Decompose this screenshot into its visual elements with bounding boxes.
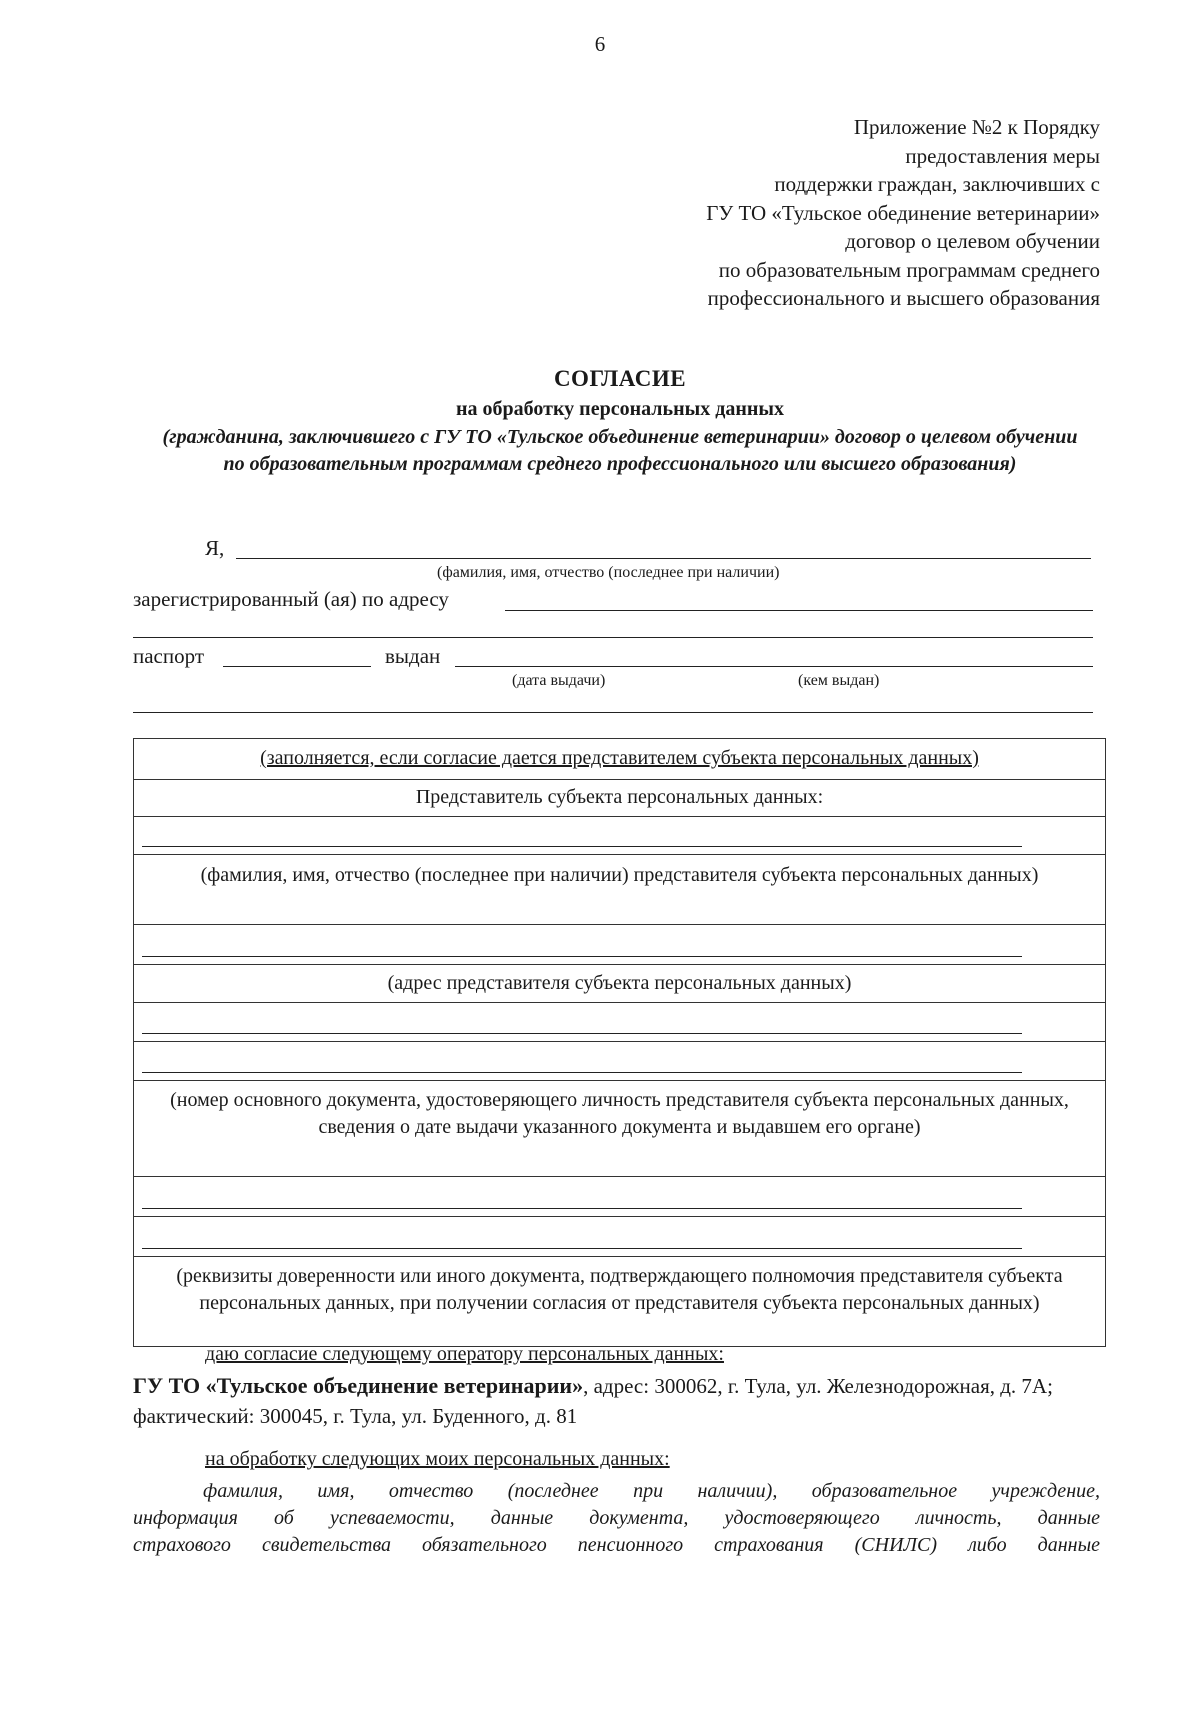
rep-fio-hint-row	[134, 855, 1105, 925]
document-subtitle: на обработку персональных данных	[456, 398, 784, 420]
ya-label: Я,	[205, 536, 225, 560]
appendix-line: предоставления меры	[905, 143, 1100, 168]
operator-address: , адрес: 300062, г. Тула, ул. Железнодорожная, д. 7А; фактический: 300045, г. Тула, ул. Буденного, д. 81	[133, 1374, 1053, 1428]
fio-field[interactable]	[236, 558, 1091, 559]
document-subject-note: (гражданина, заключившего с ГУ ТО «Тульское объединение ветеринарии» договор о целевом обучении по образовательным программам среднего профессионального или высшего образования)	[162, 426, 1078, 475]
rep-doc-hint: (номер основного документа, удостоверяющего личность представителя субъекта персональных данных, сведения о дате выдачи указанного документа и выдавшем его органе)	[170, 1089, 1069, 1138]
rep-doc-blank[interactable]	[134, 1177, 1105, 1217]
fio-hint: (фамилия, имя, отчество (последнее при наличии)	[437, 564, 780, 581]
rep-doc-blank-2[interactable]	[134, 1217, 1105, 1257]
give-consent-label: даю согласие следующему оператору персональных данных:	[205, 1343, 724, 1365]
data-line: фамилия, имя, отчество (последнее при наличии), образовательное учреждение,	[203, 1480, 1100, 1502]
rep-power-hint: (реквизиты доверенности или иного документа, подтверждающего полномочия представителя субъекта персональных данных, при получении согласия от представителя субъекта персональных данных)	[176, 1265, 1063, 1314]
appendix-line: профессионального и высшего образования	[707, 286, 1100, 310]
document-title: СОГЛАСИЕ	[553, 366, 687, 391]
issued-field-2[interactable]	[133, 712, 1093, 713]
appendix-line: ГУ ТО «Тульское обединение ветеринарии»	[706, 200, 1100, 225]
rep-header: (заполняется, если согласие дается представителем субъекта персональных данных)	[260, 747, 979, 769]
rep-doc-hint-row	[134, 1081, 1105, 1177]
rep-address-hint-row	[134, 965, 1105, 1003]
data-line: информация об успеваемости, данные документа, удостоверяющего личность, данные	[133, 1507, 1100, 1529]
rep-address-hint: (адрес представителя субъекта персональных данных)	[387, 972, 852, 994]
rep-label-row	[134, 780, 1105, 817]
appendix-header	[540, 113, 1100, 313]
rep-address-blank[interactable]	[134, 925, 1105, 965]
rep-header-row	[134, 739, 1105, 780]
operator-info	[133, 1371, 1113, 1431]
rep-label: Представитель субъекта персональных данных:	[415, 786, 824, 808]
processing-label: на обработку следующих моих персональных данных:	[205, 1448, 670, 1470]
rep-fio-blank[interactable]	[134, 817, 1105, 855]
issuer-hint: (кем выдан)	[798, 672, 880, 689]
passport-field[interactable]	[223, 666, 371, 667]
registered-label: зарегистрированный (ая) по адресу	[133, 587, 449, 611]
rep-address-blank-3[interactable]	[134, 1042, 1105, 1081]
page-number: 6	[594, 32, 606, 56]
rep-address-blank-2[interactable]	[134, 1003, 1105, 1042]
appendix-line: договор о целевом обучении	[845, 229, 1100, 253]
appendix-line: поддержки граждан, заключивших с	[774, 172, 1100, 196]
personal-data-list	[133, 1478, 1100, 1559]
appendix-line: Приложение №2 к Порядку	[853, 115, 1100, 139]
date-hint: (дата выдачи)	[512, 672, 606, 689]
data-line: страхового свидетельства обязательного пенсионного страхования (СНИЛС) либо данные	[133, 1534, 1100, 1556]
representative-table	[133, 738, 1106, 1347]
operator-name: ГУ ТО «Тульское объединение ветеринарии»	[133, 1373, 584, 1398]
rep-fio-hint: (фамилия, имя, отчество (последнее при наличии) представителя субъекта персональных данных)	[200, 864, 1039, 886]
rep-power-hint-row	[134, 1257, 1105, 1346]
issued-field[interactable]	[455, 666, 1093, 667]
appendix-line: по образовательным программам среднего	[718, 257, 1100, 282]
address-field[interactable]	[505, 610, 1093, 611]
issued-label: выдан	[385, 644, 441, 668]
address-field-2[interactable]	[133, 637, 1093, 638]
passport-label: паспорт	[133, 644, 205, 668]
